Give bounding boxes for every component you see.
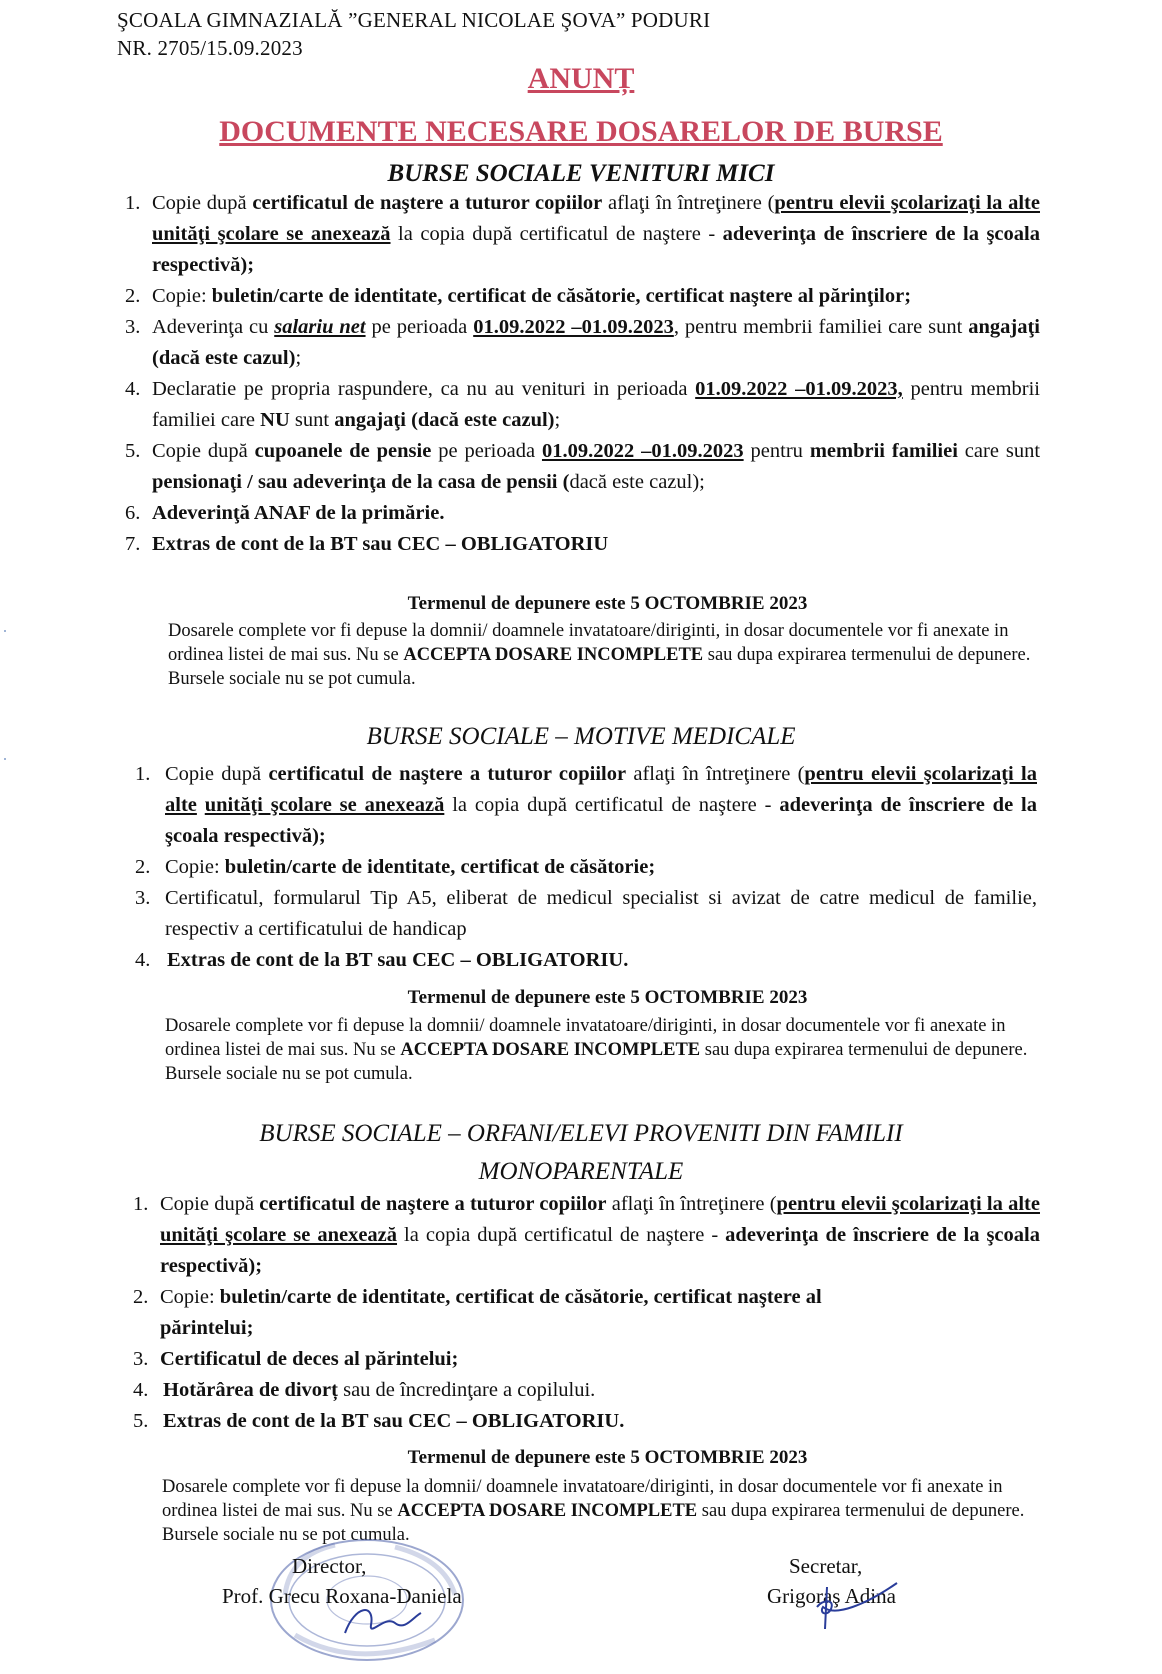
director-signature xyxy=(335,1595,425,1645)
item-number: 5. xyxy=(133,1410,149,1432)
note-orfani: Dosarele complete vor fi depuse la domnii/ doamnele invatatoare/diriginti, in dosar documentele vor fi anexate in ordinea listei de mai sus. Nu se ACCEPTA DOSARE INCOMPLETE sau dupa expirarea termenului de depunere. Bursele sociale nu se pot cumula. xyxy=(162,1477,1025,1545)
item-number: 4. xyxy=(125,378,141,400)
section-title-line: BURSE SOCIALE – ORFANI/ELEVI PROVENITI DIN FAMILII xyxy=(259,1120,903,1147)
secretary-role: Secretar, xyxy=(789,1554,863,1578)
secretary-signature xyxy=(805,1577,905,1632)
item-number: 5. xyxy=(125,440,141,462)
list-item: 4. Extras de cont de la BT sau CEC – OBLIGATORIU. xyxy=(135,945,1037,976)
deadline-orfani: Termenul de depunere este 5 OCTOMBRIE 2023 xyxy=(407,1447,808,1468)
item-number: 4. xyxy=(135,949,151,971)
item-number: 3. xyxy=(135,887,151,909)
document-header xyxy=(117,6,710,62)
item-number: 3. xyxy=(133,1348,149,1370)
item-number: 7. xyxy=(125,533,141,555)
list-item: 4. Declaratie pe propria raspundere, ca nu au venituri in perioada 01.09.2022 –01.09.2023, pentru membrii familiei care NU sunt angajaţi (dacă este cazul); xyxy=(125,374,1040,436)
item-number: 3. xyxy=(125,316,141,338)
registration-number: NR. 2705/15.09.2023 xyxy=(117,36,303,60)
list-item: 6. Adeverinţă ANAF de la primărie. xyxy=(125,498,1040,529)
section-title-venituri-mici: BURSE SOCIALE VENITURI MICI xyxy=(387,160,775,187)
director-name: Prof. Grecu Roxana-Daniela xyxy=(222,1584,462,1608)
section-title-motive-medicale: BURSE SOCIALE – MOTIVE MEDICALE xyxy=(366,723,796,750)
announcement-title: ANUNȚ xyxy=(527,62,635,95)
item-number: 2. xyxy=(125,285,141,307)
item-number: 4. xyxy=(133,1379,149,1401)
section-title-line: MONOPARENTALE xyxy=(478,1158,684,1185)
list-item: 3. Certificatul de deces al părintelui; xyxy=(133,1344,1040,1375)
list-item: 2. Copie: buletin/carte de identitate, certificat de căsătorie; xyxy=(135,852,1037,883)
deadline-motive-medicale: Termenul de depunere este 5 OCTOMBRIE 2023 xyxy=(407,987,808,1008)
item-number: 1. xyxy=(125,192,141,214)
note-motive-medicale: Dosarele complete vor fi depuse la domnii/ doamnele invatatoare/diriginti, in dosar documentele vor fi anexate in ordinea listei de mai sus. Nu se ACCEPTA DOSARE INCOMPLETE sau dupa expirarea termenului de depunere. Bursele sociale nu se pot cumula. xyxy=(165,1016,1028,1084)
list-item: 7. Extras de cont de la BT sau CEC – OBLIGATORIU xyxy=(125,529,1040,560)
section-title-orfani xyxy=(0,1115,1162,1191)
list-item: 5. Copie după cupoanele de pensie pe perioada 01.09.2022 –01.09.2023 pentru membrii familiei care sunt pensionaţi / sau adeverinţa de la casa de pensii (dacă este cazul); xyxy=(125,436,1040,498)
list-item: 1. Copie după certificatul de naştere a tuturor copiilor aflaţi în întreţinere (pentru elevii şcolarizaţi la alte unităţi şcolare se anexează la copia după certificatul de naştere - adeverinţa de înscriere de la şcoala respectivă); xyxy=(125,188,1040,281)
note-venituri-mici: Dosarele complete vor fi depuse la domnii/ doamnele invatatoare/diriginti, in dosar documentele vor fi anexate in ordinea listei de mai sus. Nu se ACCEPTA DOSARE INCOMPLETE sau dupa expirarea termenului de depunere. Bursele sociale nu se pot cumula. xyxy=(168,621,1031,689)
list-item: 2. Copie: buletin/carte de identitate, certificat de căsătorie, certificat naştere al părintelui; xyxy=(133,1282,1040,1344)
list-venituri-mici xyxy=(125,188,1040,560)
item-number: 2. xyxy=(135,856,151,878)
list-orfani xyxy=(133,1189,1040,1437)
list-item: 1. Copie după certificatul de naştere a tuturor copiilor aflaţi în întreţinere (pentru elevii şcolarizaţi la alte unităţi şcolare se anexează la copia după certificatul de naştere - adeverinţa de înscriere de la şcoala respectivă); xyxy=(133,1189,1040,1282)
item-number: 1. xyxy=(135,763,151,785)
list-item: 2. Copie: buletin/carte de identitate, certificat de căsătorie, certificat naştere al părinţilor; xyxy=(125,281,1040,312)
director-role: Director, xyxy=(292,1554,367,1578)
secretary-name: Grigoraş Adina xyxy=(767,1584,896,1608)
announcement-subtitle: DOCUMENTE NECESARE DOSARELOR DE BURSE xyxy=(219,115,943,148)
list-item: 3. Certificatul, formularul Tip A5, eliberat de medicul specialist si avizat de catre medicul de familie, respectiv a certificatului de handicap xyxy=(135,883,1037,945)
list-motive-medicale xyxy=(135,759,1037,976)
list-item: 4. Hotărârea de divorț sau de încredinţare a copilului. xyxy=(133,1375,1040,1406)
list-item: 1. Copie după certificatul de naştere a tuturor copiilor aflaţi în întreţinere (pentru elevii şcolarizaţi la alte unităţi şcolare se anexează la copia după certificatul de naştere - adeverinţa de înscriere de la şcoala respectivă); xyxy=(135,759,1037,852)
list-item: 5. Extras de cont de la BT sau CEC – OBLIGATORIU. xyxy=(133,1406,1040,1437)
list-item: 3. Adeverinţa cu salariu net pe perioada 01.09.2022 –01.09.2023, pentru membrii familiei care sunt angajaţi (dacă este cazul); xyxy=(125,312,1040,374)
school-name: ŞCOALA GIMNAZIALĂ ”GENERAL NICOLAE ŞOVA” PODURI xyxy=(117,8,711,32)
item-number: 6. xyxy=(125,502,141,524)
scan-artifact xyxy=(4,758,6,760)
deadline-venituri-mici: Termenul de depunere este 5 OCTOMBRIE 2023 xyxy=(407,593,808,614)
item-number: 2. xyxy=(133,1286,149,1308)
item-number: 1. xyxy=(133,1193,149,1215)
scan-artifact xyxy=(4,630,6,632)
